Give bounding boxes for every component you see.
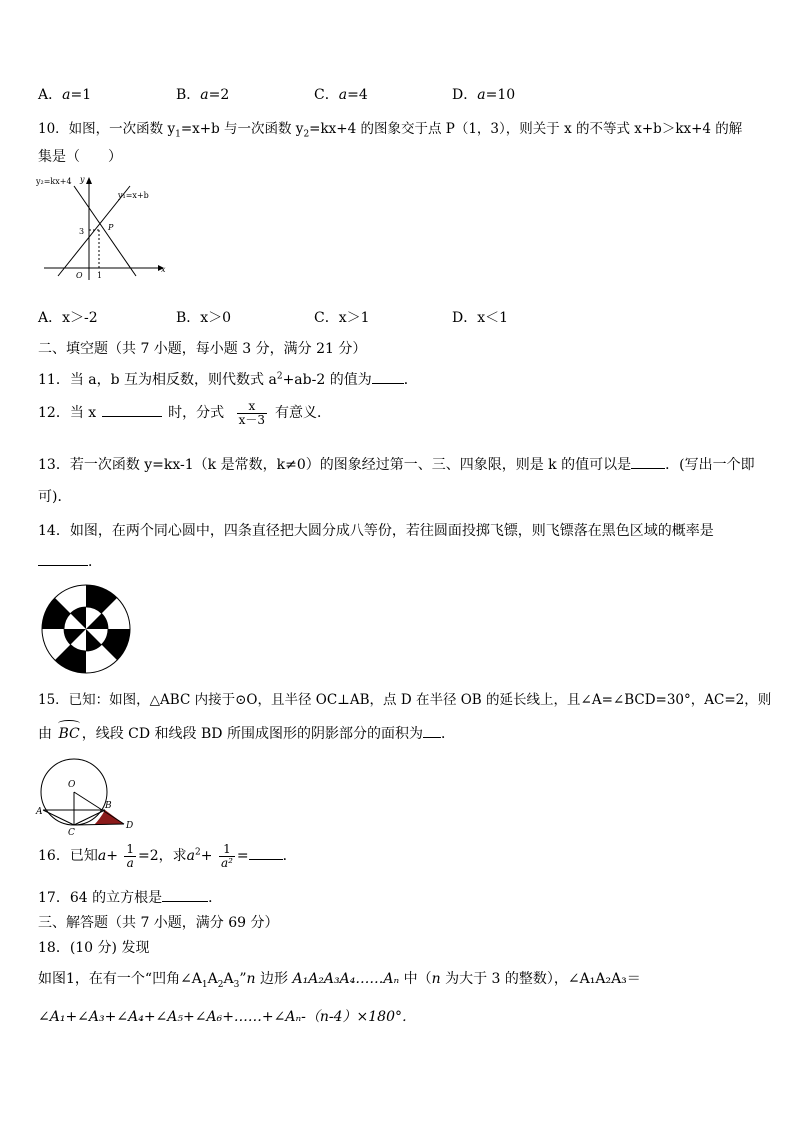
q15-line2: 由 BC ，线段 CD 和线段 BD 所围成图形的阴影部分的面积为 ．: [38, 723, 455, 743]
q18-line1: 如图1，在有一个“凹角$\angle A_1A_2A_3”n$ 边形 A₁A₂A₃A₄……Aₙ 中（n 为大于 3 的整数），∠A₁A₂A₃＝: [38, 971, 641, 990]
q13-blank: [631, 456, 665, 469]
q16-blank: [249, 847, 283, 860]
q12-fraction: $\frac{x}{x-3}$: [238, 399, 266, 427]
segment-od: [74, 792, 124, 824]
q16-fraction-2: $\frac{1}{\text{a²}}$: [220, 842, 233, 870]
section-3-heading: 三、解答题（共 7 小题，满分 69 分）: [38, 915, 279, 931]
q10-graph: [34, 172, 174, 284]
q10-option-d: D．x＜1: [452, 310, 509, 326]
label-b: B: [105, 801, 112, 811]
q11-blank: [372, 371, 404, 384]
q10-option-b: B．x＞0: [176, 310, 232, 326]
q15-blank: [423, 725, 441, 738]
q12-blank: [102, 404, 162, 417]
q15-line1: 15．已知：如图，△ABC 内接于⊙O，且半径 OC⊥AB，点 D 在半径 OB 的延长线上，且∠A=∠BCD=30°，AC=2，则: [38, 692, 772, 708]
label-y2: y₂=kx+4: [36, 177, 72, 186]
shaded-region: [94, 810, 124, 825]
q12: 12．当 x 时，分式 $\frac{x}{x-3}$ 有意义．: [38, 399, 332, 427]
q9-option-d: D．a=10: [452, 87, 516, 103]
segment-ac: [43, 810, 74, 825]
section-2-heading: 二、填空题（共 7 小题，每小题 3 分，满分 21 分）: [38, 341, 367, 357]
arc-bc: BC: [58, 726, 79, 742]
q14-blank: [38, 553, 88, 566]
label-d: D: [126, 821, 134, 831]
label-o: O: [76, 271, 83, 280]
y-axis-arrow: [86, 177, 92, 184]
q13-line2: 可)．: [38, 489, 72, 505]
q14-line2: ．: [38, 551, 102, 571]
q17: 17．64 的立方根是 ．: [38, 890, 223, 906]
q13-line1: 13．若一次函数 y=kx-1（k 是常数，k≠0）的图象经过第一、三、四象限，则是 k 的值可以是 ．(写出一个即: [38, 457, 755, 473]
q10-option-a: A．x＞-2: [38, 310, 98, 326]
label-o: O: [68, 780, 76, 790]
q18-title: 18．(10 分) 发现: [38, 940, 150, 956]
q17-blank: [162, 889, 208, 902]
label-y: y: [80, 175, 85, 184]
arc-mark: [58, 720, 79, 727]
q10-option-c: C．x＞1: [314, 310, 370, 326]
label-c: C: [68, 828, 75, 836]
q10-stem-line2: 集是（ ）: [38, 149, 122, 165]
label-y1: y₁=x+b: [118, 191, 149, 200]
q9-option-c: C．a=4: [314, 87, 368, 103]
label-p: P: [108, 223, 114, 232]
q16: 16．已知a+ $\frac{1}{a}$ =2，求$a^2+$ $\frac{1}{\text{a²}}$ = ．: [38, 842, 297, 870]
label-x: x: [161, 265, 166, 274]
q18-line2: ∠A₁+∠A₃+∠A₄+∠A₅+∠A₆+……+∠Aₙ-（n-4）×180°．: [38, 1009, 416, 1025]
q15-circle-figure: [34, 752, 146, 836]
label-a: A: [36, 807, 43, 817]
label-3: 3: [79, 227, 85, 236]
q14-target-figure: [38, 584, 134, 674]
q10-stem-line1: 10．如图，一次函数 $y_1=x+b$ 与一次函数 $y_2=kx+4$ 的图象交于点 P（1，3），则关于 x 的不等式 x+b＞kx+4 的解: [38, 121, 743, 140]
q16-fraction-1: $\frac{1}{a}$: [126, 842, 135, 870]
q14-line1: 14．如图，在两个同心圆中，四条直径把大圆分成八等份，若往圆面投掷飞镖，则飞镖落在黑色区域的概率是: [38, 523, 714, 539]
q9-option-a: A．a=1: [38, 87, 92, 103]
label-1: 1: [97, 271, 103, 280]
q9-option-b: B．a=2: [176, 87, 230, 103]
q11: 11．当 a，b 互为相反数，则代数式 $a^2+ab-2$ 的值为 ．: [38, 371, 418, 388]
